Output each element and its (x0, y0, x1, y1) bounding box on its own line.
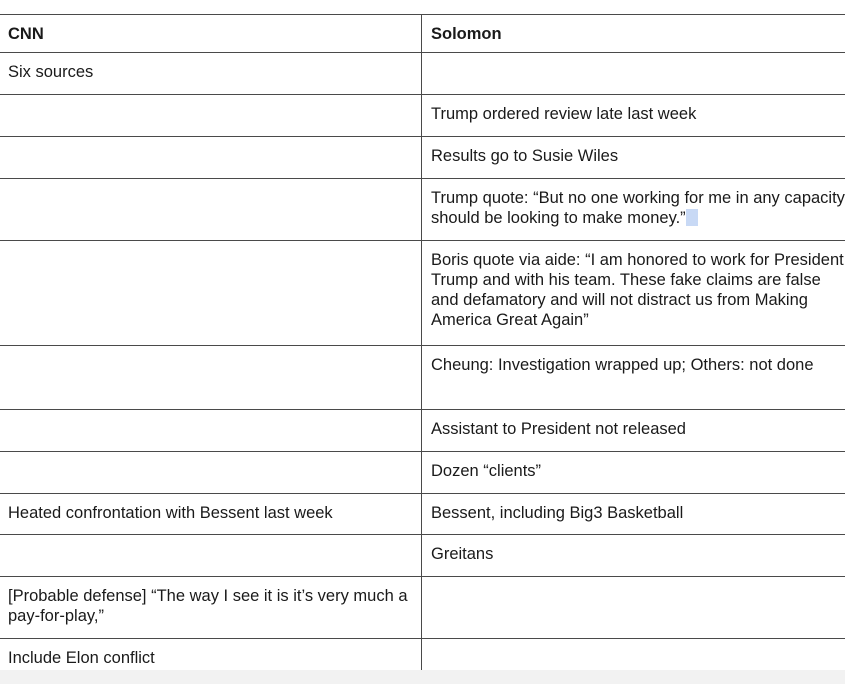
solomon-cell[interactable] (422, 577, 845, 638)
cnn-cell[interactable] (0, 535, 422, 576)
cnn-cell[interactable] (0, 410, 422, 451)
cnn-cell[interactable] (0, 95, 422, 136)
bottom-scroll-area (0, 670, 845, 684)
table-row (0, 137, 845, 179)
header-cnn[interactable]: CNN (0, 15, 422, 52)
cnn-cell[interactable]: Heated confrontation with Bessent last week (0, 494, 422, 534)
table-row (0, 535, 845, 577)
table-row (0, 346, 845, 410)
solomon-cell[interactable]: Trump ordered review late last week (431, 105, 697, 123)
solomon-cell[interactable]: Bessent, including Big3 Basketball (431, 504, 684, 522)
solomon-cell[interactable]: Boris quote via aide: “I am honored to work for President Trump and with his team. These fake claims are false and defamatory and will not distract us from Making America Great Again” (431, 251, 844, 329)
header-solomon[interactable]: Solomon (431, 25, 502, 43)
cnn-cell[interactable]: Six sources (0, 53, 422, 94)
text-selection-highlight (686, 209, 698, 226)
cnn-cell[interactable]: Include Elon conflict (0, 639, 422, 680)
table-row (0, 95, 845, 137)
cnn-cell[interactable] (0, 241, 422, 345)
table-row (0, 179, 845, 241)
table-row (0, 53, 845, 95)
solomon-cell[interactable] (422, 53, 845, 94)
solomon-cell-active[interactable] (422, 179, 845, 240)
table-row (0, 494, 845, 535)
cnn-cell[interactable] (0, 179, 422, 240)
table-header-row (0, 15, 845, 53)
solomon-cell[interactable]: Cheung: Investigation wrapped up; Others: not done (431, 356, 814, 374)
table-row (0, 410, 845, 452)
solomon-cell[interactable]: Results go to Susie Wiles (431, 147, 619, 165)
cnn-cell[interactable] (0, 346, 422, 409)
table-row (0, 452, 845, 494)
cnn-cell[interactable] (0, 137, 422, 178)
table-row (0, 577, 845, 639)
cnn-cell[interactable]: [Probable defense] “The way I see it is it’s very much a pay-for-play,” (0, 577, 422, 638)
table-row (0, 241, 845, 346)
solomon-cell[interactable]: Greitans (431, 545, 494, 563)
comparison-table (0, 14, 845, 681)
solomon-cell-text: Trump quote: “But no one working for me in any capacity should be looking to make money.” (431, 189, 845, 227)
solomon-cell[interactable]: Assistant to President not released (431, 420, 686, 438)
cnn-cell[interactable] (0, 452, 422, 493)
solomon-cell[interactable]: Dozen “clients” (431, 462, 542, 480)
